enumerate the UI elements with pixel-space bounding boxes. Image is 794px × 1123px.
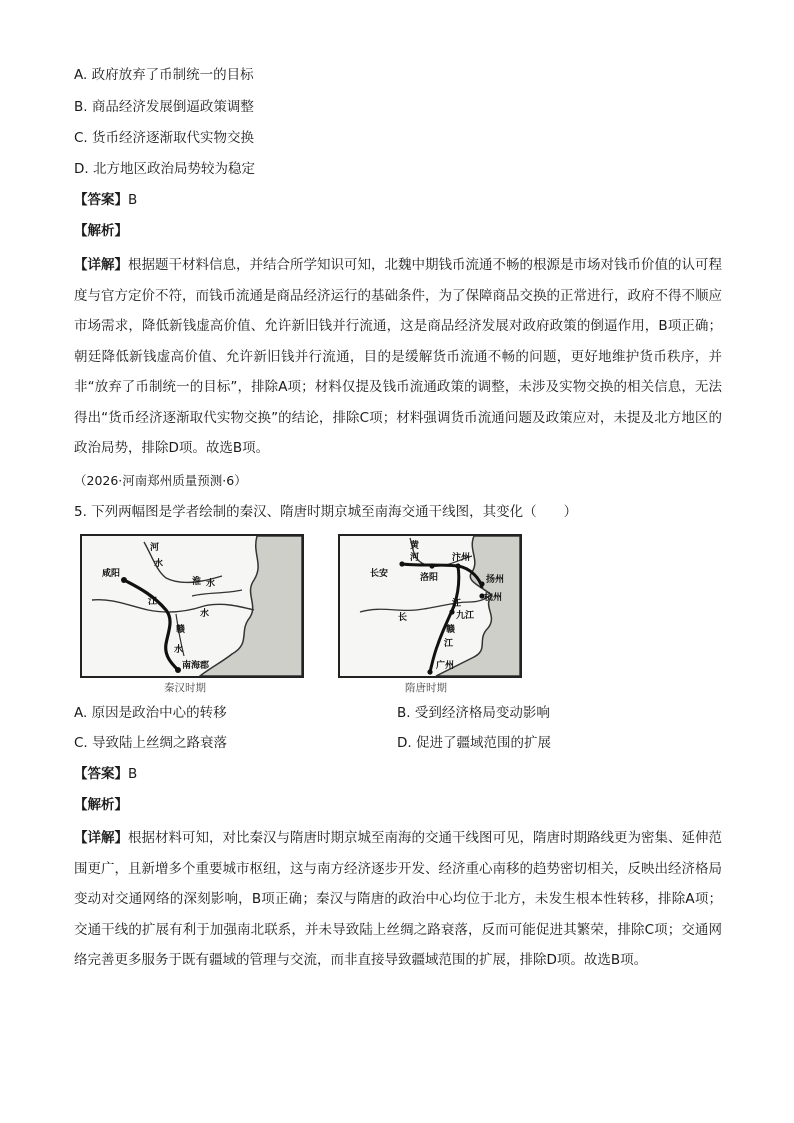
q5-answer-value: B xyxy=(128,766,138,782)
q5-option-c: C. 导致陆上丝绸之路衰落 xyxy=(74,735,228,751)
map-right-label-3: 洛阳 xyxy=(420,573,439,583)
q4-answer-value: B xyxy=(128,192,138,208)
q5-source: （2026·河南郑州质量预测·6） xyxy=(74,473,247,488)
map-right-label-1: 河 xyxy=(410,553,420,563)
map-left-label-1: 河 xyxy=(150,543,160,553)
map-right-label-2: 长安 xyxy=(370,569,389,579)
map-left-label-5: 江 xyxy=(148,597,158,607)
map-qin-han-drawing xyxy=(82,536,302,676)
map-right-label-8: 江 xyxy=(452,599,462,609)
q5-option-d: D. 促进了疆域范围的扩展 xyxy=(397,735,551,751)
q4-option-b: B. 商品经济发展倒逼政策调整 xyxy=(74,99,254,115)
q4-option-c: C. 货币经济逐渐取代实物交换 xyxy=(74,130,255,146)
map-right-label-5: 扬州 xyxy=(486,575,505,585)
map-left-label-4: 水 xyxy=(206,579,216,589)
map-sui-tang xyxy=(338,534,522,678)
map-left-label-2: 水 xyxy=(154,559,164,569)
map-right-label-12: 广州 xyxy=(436,661,455,671)
q4-answer-label: 【答案】 xyxy=(74,192,128,208)
q5-answer-label: 【答案】 xyxy=(74,766,128,782)
map-left-label-0: 咸阳 xyxy=(102,569,121,579)
map-right-label-4: 汴州 xyxy=(452,553,471,563)
q5-answer xyxy=(74,765,137,783)
q4-detail-label: 【详解】 xyxy=(74,257,128,273)
map-left-label-7: 赣 xyxy=(176,625,186,635)
q4-option-d: D. 北方地区政治局势较为稳定 xyxy=(74,161,255,177)
q5-option-a: A. 原因是政治中心的转移 xyxy=(74,705,227,721)
q4-detail xyxy=(74,250,722,464)
map-sui-tang-caption: 隋唐时期 xyxy=(405,682,447,694)
map-left-label-6: 水 xyxy=(200,609,210,619)
q4-answer xyxy=(74,191,137,209)
q5-detail-label: 【详解】 xyxy=(74,830,128,846)
map-sui-tang-drawing xyxy=(340,536,520,676)
map-right-label-6: 杭州 xyxy=(484,593,503,603)
q5-detail xyxy=(74,823,722,976)
map-right-label-10: 赣 xyxy=(446,625,456,635)
q5-option-b: B. 受到经济格局变动影响 xyxy=(397,705,550,721)
map-right-label-11: 江 xyxy=(444,639,454,649)
map-right-label-9: 九江 xyxy=(456,611,475,621)
map-qin-han-caption: 秦汉时期 xyxy=(164,682,206,694)
map-right-label-7: 长 xyxy=(398,613,408,623)
q4-detail-text: 根据题干材料信息，并结合所学知识可知，北魏中期钱币流通不畅的根源是市场对钱币价值的认可程度与官方定价不符，而钱币流通是商品经济运行的基础条件，为了保障商品交换的正常进行，政府不得不顺应市场需求，降低新钱虚高价值、允许新旧钱并行流通，这是商品经济发展对政府政策的倒逼作用，B项正确；朝廷降低新钱虚高价值、允许新旧钱并行流通，目的是缓解货币流通不畅的问题，更好地维护货币秩序，并非“放弃了币制统一的目标”，排除A项；材料仅提及钱币流通政策的调整，未涉及实物交换的相关信息，无法得出“货币经济逐渐取代实物交换”的结论，排除C项；材料强调货币流通问题及政策应对，未提及北方地区的政治局势，排除D项。故选B项。 xyxy=(74,257,722,456)
map-qin-han xyxy=(80,534,304,678)
q5-detail-text: 根据材料可知，对比秦汉与隋唐时期京城至南海的交通干线图可见，隋唐时期路线更为密集、延伸范围更广，且新增多个重要城市枢纽，这与南方经济逐步开发、经济重心南移的趋势密切相关，反映出经济格局变动对交通网络的深刻影响，B项正确；秦汉与隋唐的政治中心均位于北方，未发生根本性转移，排除A项；交通干线的扩展有利于加强南北联系，并未导致陆上丝绸之路衰落，反而可能促进其繁荣，排除C项；交通网络完善更多服务于既有疆域的管理与交流，而非直接导致疆域范围的扩展，排除D项。故选B项。 xyxy=(74,830,722,968)
map-left-label-8: 水 xyxy=(174,645,184,655)
q4-option-a: A. 政府放弃了币制统一的目标 xyxy=(74,67,254,83)
q4-analysis-label: 【解析】 xyxy=(74,223,128,239)
map-left-label-3: 淮 xyxy=(192,577,202,587)
q5-stem: 5. 下列两幅图是学者绘制的秦汉、隋唐时期京城至南海交通干线图，其变化（ ） xyxy=(74,504,578,520)
map-right-label-0: 黄 xyxy=(410,541,420,551)
q5-analysis-label: 【解析】 xyxy=(74,797,128,813)
map-left-label-9: 南海郡 xyxy=(182,661,210,671)
